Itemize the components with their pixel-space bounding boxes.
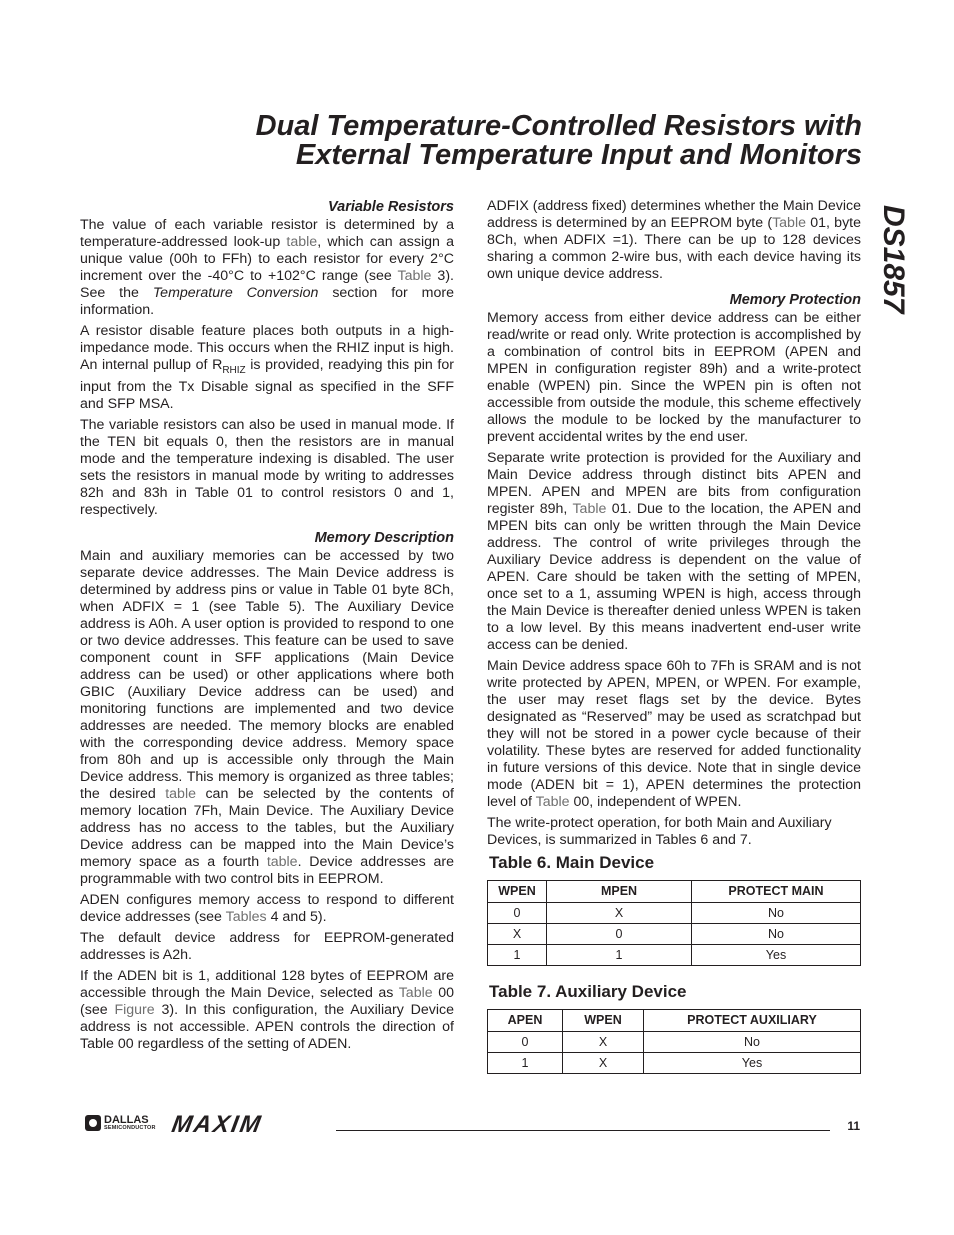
- table-link[interactable]: table: [266, 853, 298, 870]
- table-link[interactable]: Table: [772, 215, 806, 231]
- text: Separate write protection is provided for the Auxiliary and Main Device address through distinct bits APEN and MPEN. APEN and MPEN are bits from configuration register 89h,: [487, 450, 861, 517]
- table-cell: X: [547, 903, 692, 924]
- dallas-logo-wordmark: [104, 1115, 156, 1131]
- paragraph: [80, 968, 454, 1053]
- paragraph: [80, 548, 454, 888]
- table-header-row: [488, 881, 861, 903]
- dallas-logo-text: DALLAS: [104, 1114, 149, 1126]
- page-footer: [80, 1113, 861, 1137]
- page-title: [256, 112, 862, 170]
- part-number: DS1857: [877, 205, 910, 314]
- paragraph: Memory access from either device address can be either read/write or read only. Write protection is accomplished by a combination of control bits in EEPROM (APEN and MPEN in configuration register 89h) and a write-protect enable (WPEN) pin. Since the WPEN pin is often not accessible from outside the module, this scheme effectively allows the module to be locked by the manufacturer to prevent accidental writes by the end user.: [487, 310, 861, 445]
- table-link[interactable]: Table: [535, 794, 570, 810]
- paragraph: [487, 198, 861, 283]
- table-cell: No: [692, 924, 861, 945]
- text: , which can assign a unique value (00h to FFh) to each resistor for every 2°C increment over the -40°C to +102°C range (see: [80, 234, 454, 284]
- dallas-logo-icon: [85, 1115, 101, 1131]
- table-row: [488, 1053, 861, 1074]
- table-row: [488, 924, 861, 945]
- dallas-logo-subtext: SEMICONDUCTOR: [104, 1125, 156, 1131]
- text: 4 and 5).: [266, 908, 327, 925]
- text: If the ADEN bit is 1, additional 128 bytes of EEPROM are accessible through the Main Device, selected as: [80, 967, 454, 1001]
- text: Main Device address space 60h to 7Fh is SRAM and is not write protected by APEN, MPEN, or WPEN. For example, the user may reset flags set by the device. Bytes designated as “Reserved” may be used as scratchpad but they will not be stored in a power cycle because of their volatility. These bytes are reserved for added functionality in future versions of this device. Note that in single device mode (ADEN bit = 1), APEN determines the protection level of: [487, 658, 861, 810]
- text: A resistor disable feature places both outputs in a high-impedance mode. This occurs when the RHIZ input is high. An internal pullup of R: [80, 323, 454, 373]
- subscript: RHIZ: [222, 364, 246, 376]
- text: 00, independent of WPEN.: [569, 794, 742, 810]
- paragraph: [487, 658, 861, 811]
- table-cell: X: [563, 1032, 644, 1053]
- text: ADFIX (address fixed) determines whether the Main Device address is determined by an EEPROM byte (: [487, 198, 861, 231]
- table-row: [488, 945, 861, 966]
- table-cell: Yes: [692, 945, 861, 966]
- table-6-title: Table 6. Main Device: [489, 853, 655, 872]
- text: is provided, readying this pin for input from the Tx Disable signal as specified in the SFF and SFP MSA.: [80, 357, 454, 412]
- section-heading-variable-resistors: Variable Resistors: [328, 199, 454, 215]
- table-cell: X: [488, 924, 547, 945]
- text: 01, byte 8Ch, when ADFIX =1). There can be up to 128 devices sharing a common 2-wire bus, with each device having its own unique device address.: [487, 215, 861, 282]
- dallas-semiconductor-logo: [85, 1115, 156, 1131]
- table-cell: No: [692, 903, 861, 924]
- footer-divider: [336, 1130, 830, 1131]
- paragraph: [80, 323, 454, 413]
- column-header: PROTECT MAIN: [692, 881, 861, 903]
- figure-link[interactable]: Figure: [114, 1001, 155, 1018]
- table-cell: 1: [488, 945, 547, 966]
- paragraph: [80, 217, 454, 319]
- paragraph: The default device address for EEPROM-generated addresses is A2h.: [80, 929, 454, 963]
- table-7-title: Table 7. Auxiliary Device: [489, 982, 687, 1001]
- table-cell: 1: [488, 1053, 563, 1074]
- maxim-logo: MAXIM: [169, 1111, 265, 1138]
- table-cell: 0: [547, 924, 692, 945]
- table-cell: Yes: [644, 1053, 861, 1074]
- paragraph: The variable resistors can also be used in manual mode. If the TEN bit equals 0, then the resistors are in manual mode and the temperature indexing is disabled. The user sets the resistors in manual mode by writing to addresses 82h and 83h in Table 01 to control resistors 0 and 1, respectively.: [80, 416, 454, 518]
- title-line-1: Dual Temperature-Controlled Resistors with: [255, 110, 862, 142]
- column-header: WPEN: [488, 881, 547, 903]
- left-column: [80, 198, 454, 1057]
- text: ADEN configures memory access to respond to different device addresses (see: [80, 891, 454, 925]
- column-header: PROTECT AUXILIARY: [644, 1010, 861, 1032]
- column-header: WPEN: [563, 1010, 644, 1032]
- table-6-main-device: [487, 880, 861, 966]
- table-cell: 0: [488, 1032, 563, 1053]
- table-link[interactable]: table: [286, 234, 318, 250]
- text: section for more information.: [80, 285, 454, 318]
- title-line-2: External Temperature Input and Monitors: [295, 139, 862, 171]
- text: 3). In this configuration, the Auxiliary Device address is not accessible. APEN controls the direction of Table 00 regardless of the setting of ADEN.: [80, 1001, 454, 1052]
- table-cell: 0: [488, 903, 547, 924]
- table-header-row: [488, 1010, 861, 1032]
- text: . Device addresses are programmable with two control bits in EEPROM.: [80, 853, 454, 887]
- column-header: MPEN: [547, 881, 692, 903]
- table-link[interactable]: Table: [397, 268, 432, 284]
- paragraph: The write-protect operation, for both Main and Auxiliary Devices, is summarized in Tables 6 and 7.: [487, 815, 832, 848]
- table-link[interactable]: table: [165, 785, 196, 802]
- table-7-auxiliary-device: [487, 1009, 861, 1074]
- text: The value of each variable resistor is determined by a temperature-addressed look-up: [80, 217, 454, 250]
- page-number: 11: [847, 1119, 860, 1133]
- paragraph: [487, 450, 861, 654]
- table-cell: No: [644, 1032, 861, 1053]
- table-cell: 1: [547, 945, 692, 966]
- table-link[interactable]: Tables: [225, 908, 267, 925]
- text: 3). See the: [80, 268, 454, 301]
- table-row: [488, 903, 861, 924]
- table-link[interactable]: Table: [572, 501, 607, 517]
- text: can be selected by the contents of memory location 7Fh, Main Device. The Auxiliary Device address has no access to the tables, but the Auxiliary Device address can be mapped into the Main Device’s memory space as a fourth: [80, 785, 455, 870]
- part-number-side-label: [870, 205, 920, 335]
- paragraph: [80, 892, 454, 926]
- right-column: [487, 198, 861, 1090]
- text: 00 (see: [80, 984, 454, 1018]
- section-heading-memory-description: Memory Description: [314, 529, 454, 546]
- table-row: [488, 1032, 861, 1053]
- table-cell: X: [563, 1053, 644, 1074]
- section-heading-memory-protection: Memory Protection: [729, 292, 861, 308]
- column-header: APEN: [488, 1010, 563, 1032]
- section-reference: Temperature Conversion: [152, 285, 319, 301]
- text: Main and auxiliary memories can be accessed by two separate device addresses. The Main Device address is determined by address pins or value in Table 01 byte 8Ch, when ADFIX = 1 (see Table 5). The Auxiliary Device address is A0h. A user option is provided to respond to one or two device addresses. This feature can be used to save component count in SFF applications (Main Device address can be used) or other applications where both GBIC (Auxiliary Device address can be used) and monitoring functions are implemented and two device addresses are needed. The memory blocks are enabled with the corresponding device address. Memory space from 80h and up is accessible only through the Main Device address. This memory is organized as three tables; the desired: [80, 547, 454, 802]
- text: 01. Due to the location, the APEN and MPEN bits can only be written through the Main Device address. The control of write privileges through the Auxiliary Device address is dependent on the value of APEN. Care should be taken with the setting of MPEN, once set to a 1, assuming WPEN is high, access through the Main Device is thereafter denied unless WPEN is taken to a low level. By this means inadvertent end-user write access can be denied.: [487, 501, 861, 653]
- table-link[interactable]: Table: [398, 984, 433, 1001]
